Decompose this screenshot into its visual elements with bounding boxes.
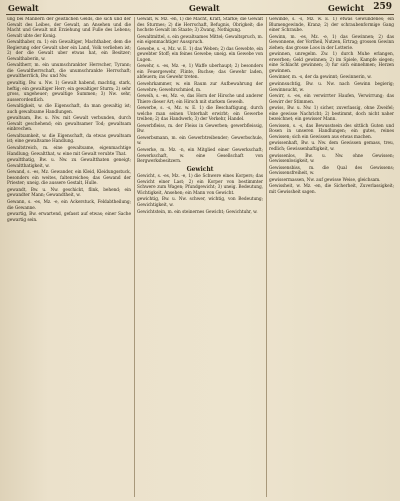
entry-paragraph: gewinnen, unregelm. Zw. 1) durch Muhe erlangen, erwerben; Geld gewinnen; 2) im Spiele, Kampfe siegen; eine Schlacht gewinnen; 3) fur sich einnehmen; Herzen gewinnen.	[269, 52, 394, 74]
entry-paragraph: gewissenlos, Bw. u. Nw. ohne Gewissen; Gewissenlosigkeit, w.	[269, 153, 394, 165]
entry-paragraph: Gewaltmittel, s. ein gewaltsames Mittel; Gewaltspruch, m. ein eigenmachtiger Ausspruch.	[137, 34, 263, 46]
entry-paragraph: gewaltthatig, Bw. u. Nw. zu Gewaltthaten geneigt; Gewaltthatigkeit, w.	[7, 158, 131, 169]
entry-paragraph: Gewaltigkeit, w. die Eigenschaft, da man gewaltig ist; auch gewaltsame Handlungen.	[7, 104, 131, 115]
entry-paragraph: Gewerke, m. Mz. -n, ein Mitglied einer Gewerkschaft; Gewerkschaft, w. eine Gesellschaft von Bergwerksbesitzern.	[137, 148, 263, 165]
entry-paragraph: Gewaltherr, m. ein unumschrankter Herrscher, Tyrann; die Gewaltherrschaft, die unumschrankte Herrschaft; gewaltherrlich, Bw. und Nw.	[7, 63, 131, 80]
text-column-middle	[137, 17, 263, 497]
entry-paragraph: Gewirr, s. -es, ein verwirrter Haufen, Verwirrung; das Gewirr der Stimmen.	[269, 94, 394, 105]
column-divider	[266, 17, 267, 497]
entry-paragraph: Gewebe, s. -s, Mz. w. E. 1) das Weben; 2) das Gewebte, ein gewebter Stoff; ein feines Gewebe; uneig. ein Gewebe von Lugen.	[137, 46, 263, 63]
entry-paragraph: gewaltsam, Bw. u. Nw. mit Gewalt verbunden, durch Gewalt geschehend; ein gewaltsamer Tod; gewaltsam einbrechen.	[7, 116, 131, 133]
entry-paragraph: gewiss, Bw. u. Nw. 1) sicher, zuverlassig, ohne Zweifel; eine gewisse Nachricht; 2) bestimmt, doch nicht naher bezeichnet; ein gewisser Mann.	[269, 106, 394, 123]
entry-paragraph: Gewaltstreich, m. eine gewaltsame, eigenmachtige Handlung; Gewaltthat, w. eine mit Gewalt verubte That.	[7, 146, 131, 157]
entry-paragraph: Gewalthaber, m. 1) ein Gewaltiger, Machthaber, dem die Regierung oder Gewalt uber ein Land, Volk verliehen ist; 2) der die Gewalt uber etwas hat, ein Besitzer; Gewalthaberin, w.	[7, 40, 131, 62]
entry-paragraph: Gewehrkammer, w. ein Raum zur Aufbewahrung der Gewehre; Gewehrschmied, m.	[137, 82, 263, 93]
entry-paragraph: Gewand, s. -es, Mz. Gewander, ein Kleid, Kleidungsstuck, besonders ein weites, faltenreiches; das Gewand der Priester; uneig. die aussere Gestalt, Hulle.	[7, 170, 131, 187]
entry-paragraph: gewissenhaft, Bw. u. Nw. dem Gewissen gemass, treu, redlich; Gewissenhaftigkeit, w.	[269, 141, 394, 153]
entry-paragraph: gewaltig, Bw. u. Nw. 1) Gewalt habend, machtig, stark, heftig; ein gewaltiger Herr; ein gewaltiger Sturm; 2) sehr gross, ungeheuer; gewaltige Summen; 3) Nw. sehr, ausserordentlich.	[7, 81, 131, 103]
entry-paragraph: Gewehr, s. -es, Mz. -e, 1) Waffe uberhaupt; 2) besonders ein Feuergewehr, Flinte, Buchse; das Gewehr laden, abfeuern; ins Gewehr treten.	[137, 64, 263, 81]
entry-paragraph: gewandt, Bw. u. Nw. geschickt, flink, behend; ein gewandter Mann; Gewandtheit, w.	[7, 187, 131, 199]
header-rule	[6, 14, 394, 15]
entry-paragraph: Gewicht, s. -es, Mz. -e, 1) die Schwere eines Korpers; das Gewicht einer Last; 2) ein Korper von bestimmter Schwere zum Wagen; Pfundgewicht; 3) uneig. Bedeutung, Wichtigkeit, Ansehen; ein Mann von Gewicht.	[137, 174, 263, 196]
entry-paragraph: gewartig, Bw. erwartend, gefasst auf etwas; einer Sache gewartig sein.	[7, 212, 131, 223]
header-right-word: Gewicht	[328, 3, 365, 13]
header-center-word: Gewalt	[189, 3, 220, 13]
header-left-word: Gewalt	[8, 3, 39, 13]
entry-paragraph: Gewalt, w. Mz. -en, 1) die Macht, Kraft, Starke; die Gewalt des Sturmes; 2) die Herrschaft, Befugnis, Obrigkeit; die hochste Gewalt im Staate; 3) Zwang, Nothigung.	[137, 17, 263, 34]
column-divider	[134, 17, 135, 497]
entry-paragraph: Gewissen, s. -s, das Bewusstsein des sittlich Guten und Bosen in unseren Handlungen; ein gutes, reines Gewissen; sich ein Gewissen aus etwas machen.	[269, 123, 394, 140]
section-heading: Gewicht	[186, 165, 214, 173]
page-number: 259	[373, 2, 392, 12]
entry-paragraph: gewissermassen, Nw. auf gewisse Weise, gleichsam.	[269, 177, 381, 183]
entry-paragraph: Gewaltsamkeit, w. die Eigenschaft, da etwas gewaltsam ist; eine gewaltsame Handlung.	[7, 133, 131, 145]
entry-paragraph: Gewinn, m. -es, Mz. -e, 1) das Gewinnen; 2) das Gewonnene, der Vortheil, Nutzen, Ertrag; grossen Gewinn ziehen; das grosse Loos in der Lotterie.	[269, 34, 394, 51]
entry-paragraph: Gewissheit, w. Mz. -en, die Sicherheit, Zuverlassigkeit; mit Gewissheit sagen.	[269, 184, 394, 195]
entry-paragraph: gewichtig, Bw. u. Nw. schwer, wichtig, von Bedeutung; Gewichtigkeit, w.	[137, 197, 263, 208]
page-header	[6, 2, 394, 14]
entry-paragraph: Gewerbfleiss, m. der Fleiss in Gewerben; gewerbfleissig, Bw.	[137, 123, 263, 135]
entry-paragraph: Gewissensbiss, m. die Qual des Gewissens; Gewissensfreiheit, w.	[269, 165, 394, 177]
entry-paragraph: Geweih, s. -es, Mz. -e, das Horn der Hirsche und anderer Thiere dieser Art; ein Hirsch mit starkem Geweih.	[137, 94, 263, 105]
entry-paragraph: gewinnsuchtig, Bw. u. Nw. nach Gewinn begierig; Gewinnsucht, w.	[269, 82, 394, 93]
entry-paragraph: Gewinner, m. -s, der da gewinnt; Gewinnerin, w.	[269, 75, 372, 81]
entry-paragraph: ung bei Mannern der geistlichen Gelds, die sich und der Gewalt des Leibes, der Gewalt, an Ansehen und die Macht und Gewalt mit Erziehung und Fulle des Lebens; Gewalt ubte der Konig.	[7, 17, 131, 39]
entry-paragraph: Gewerbsmann, m. ein Gewerbtreibender; Gewerbschule, w.	[137, 135, 263, 147]
text-column-left	[7, 17, 131, 497]
entry-paragraph: Gewerbe, s. -s, Mz. w. E. 1) die Beschaftigung, durch welche man seinen Unterhalt erwirbt; ein Gewerbe treiben; 2) das Handwerk; 3) der Verkehr, Handel.	[137, 106, 263, 123]
text-column-right	[269, 17, 394, 497]
entry-paragraph: Gewinde, s. -s, Mz. w. E. 1) etwas Gewundenes; ein Blumengewinde, Kranz; 2) der schraubenformige Gang einer Schraube.	[269, 17, 394, 34]
entry-paragraph: Gewichtstein, m. ein steinernes Gewicht; Gewichtuhr, w.	[137, 209, 258, 215]
entry-paragraph: Gewann, s. -es, Mz. -e, ein Ackerstuck, Feldabtheilung; die Gewanne.	[7, 199, 131, 211]
